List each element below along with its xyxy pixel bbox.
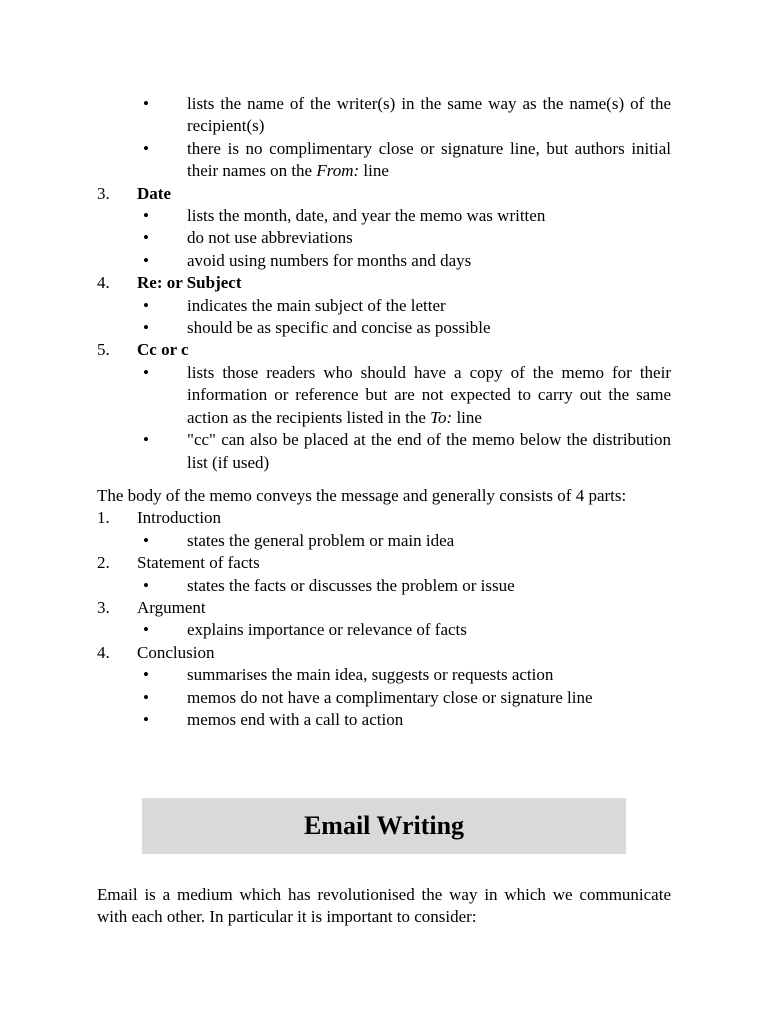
list-item xyxy=(97,93,671,138)
bullet-marker: • xyxy=(143,362,149,382)
item-number: 4. xyxy=(97,273,110,293)
item-number: 4. xyxy=(97,642,110,662)
bullet-text: memos do not have a complimentary close or signature line xyxy=(187,687,593,707)
item-title: Conclusion xyxy=(137,642,215,662)
list-item xyxy=(97,317,671,339)
list-item xyxy=(97,530,671,552)
bullet-text: states the facts or discusses the problem or issue xyxy=(187,575,515,595)
list-item xyxy=(97,687,671,709)
bullet-text: memos end with a call to action xyxy=(187,709,404,729)
numbered-item-conclusion xyxy=(97,642,671,664)
bullet-text: explains importance or relevance of facts xyxy=(187,620,467,640)
item-title: Cc or c xyxy=(137,340,189,360)
bullet-marker: • xyxy=(143,620,149,640)
bullet-marker: • xyxy=(143,530,149,550)
item-number: 3. xyxy=(97,597,110,617)
bullet-marker: • xyxy=(143,575,149,595)
italic-to-label: To: xyxy=(430,407,453,427)
bullet-text: "cc" can also be placed at the end of the memo below the distribution list (if used) xyxy=(187,430,671,472)
item-title: Introduction xyxy=(137,508,222,528)
bullet-marker: • xyxy=(143,138,149,158)
bullet-marker: • xyxy=(143,318,149,338)
bullet-text: summarises the main idea, suggests or requests action xyxy=(187,665,554,685)
bullet-marker: • xyxy=(143,709,149,729)
italic-from-label: From: xyxy=(316,161,360,181)
item-number: 3. xyxy=(97,183,110,203)
bullet-marker: • xyxy=(143,206,149,226)
item-number: 2. xyxy=(97,553,110,573)
numbered-item-subject xyxy=(97,272,671,294)
list-item xyxy=(97,709,671,731)
numbered-item-cc xyxy=(97,339,671,361)
item-title: Re: or Subject xyxy=(137,273,242,293)
list-item xyxy=(97,664,671,686)
list-item xyxy=(97,362,671,429)
bullet-text: lists the name of the writer(s) in the same way as the name(s) of the recipient(s) xyxy=(187,94,671,136)
list-item xyxy=(97,227,671,249)
list-item xyxy=(97,619,671,641)
numbered-item-introduction xyxy=(97,507,671,529)
bullet-text: indicates the main subject of the letter xyxy=(187,295,446,315)
bullet-marker: • xyxy=(143,665,149,685)
bullet-text: avoid using numbers for months and days xyxy=(187,250,472,270)
item-number: 1. xyxy=(97,508,110,528)
email-intro-paragraph: Email is a medium which has revolutionised the way in which we communicate with each other. In particular it is important to consider: xyxy=(97,885,671,927)
section-heading: Email Writing xyxy=(303,811,465,840)
bullet-text: lists the month, date, and year the memo was written xyxy=(187,206,546,226)
list-item xyxy=(97,575,671,597)
list-item xyxy=(97,250,671,272)
bullet-marker: • xyxy=(143,250,149,270)
bullet-text: states the general problem or main idea xyxy=(187,530,455,550)
body-intro-paragraph: The body of the memo conveys the message and generally consists of 4 parts: xyxy=(97,485,627,505)
bullet-marker: • xyxy=(143,687,149,707)
section-heading-band xyxy=(142,798,626,854)
list-item xyxy=(97,429,671,474)
bullet-marker: • xyxy=(143,228,149,248)
bullet-marker: • xyxy=(143,295,149,315)
numbered-item-argument xyxy=(97,597,671,619)
bullet-text: do not use abbreviations xyxy=(187,228,353,248)
numbered-item-statement-of-facts xyxy=(97,552,671,574)
item-title: Argument xyxy=(137,597,206,617)
numbered-item-date xyxy=(97,183,671,205)
bullet-text: should be as specific and concise as possible xyxy=(187,318,491,338)
item-title: Statement of facts xyxy=(137,553,260,573)
item-number: 5. xyxy=(97,340,110,360)
list-item xyxy=(97,138,671,183)
list-item xyxy=(97,295,671,317)
list-item xyxy=(97,205,671,227)
bullet-marker: • xyxy=(143,94,149,113)
item-title: Date xyxy=(137,183,171,203)
bullet-marker: • xyxy=(143,430,149,450)
bullet-text: lists those readers who should have a copy of the memo for their information or reference but are not expected to carry out the same action as the recipients listed in the To: line xyxy=(187,362,671,427)
bullet-text: there is no complimentary close or signature line, but authors initial their names on the From: line xyxy=(187,138,671,181)
